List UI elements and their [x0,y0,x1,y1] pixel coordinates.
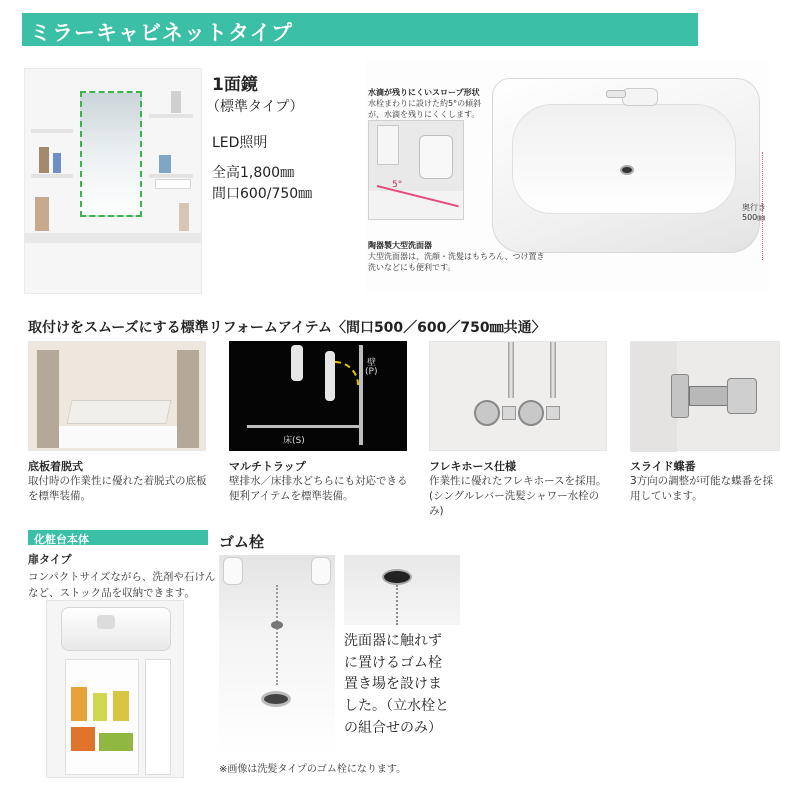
counter [25,233,201,243]
multi-trap-photo [229,341,407,451]
slide-hinge-photo [630,341,780,451]
outlet [155,179,191,189]
item-title-multi-trap: マルチトラップ [229,460,306,473]
mirror-type-sub: （標準タイプ） [206,99,304,115]
large-basin-desc-2: 洗いなどにも便利です。 [368,263,456,272]
shelf-left-2 [31,174,73,178]
detergent-bottle [113,691,129,721]
slope-desc-2: が、水滴を残りにくくします。 [368,110,480,119]
large-basin-desc-1: 大型洗面器は、洗顔・洗髪はもちろん、つけ置き [368,252,545,261]
cabinet-floor [59,426,177,448]
trap-pipe-icon [325,351,335,401]
trap-pipe-icon [291,345,303,381]
faucet-icon [622,88,658,106]
slope-desc-1: 水栓まわりに設けた約5°の傾斜 [368,99,482,108]
wall-label-p: (P) [365,367,378,377]
item-title-bottom-board: 底板着脱式 [28,460,83,473]
page-title: ミラーキャビネットタイプ [30,21,293,45]
width-spec: 間口600/750㎜ [212,186,313,202]
wall-line [359,345,363,445]
detergent-bottle [93,693,107,721]
hinge-cup-icon [727,378,757,414]
bottle [159,155,171,173]
led-label: LED照明 [212,135,268,151]
slope-closeup-photo [368,120,464,220]
item-desc-multi-trap: 壁排水／床排水どちらにも対応できる便利アイテムを標準装備。 [229,475,408,503]
drain-icon [261,691,291,707]
valve-icon [474,400,500,426]
item-desc-bottom-board: 取付時の作業性に優れた着脱式の底板を標準装備。 [28,475,207,503]
stopper-description [344,631,460,739]
cabinet-side [177,350,199,448]
rubber-stopper-icon [382,569,412,585]
vanity-door [145,659,171,775]
depth-value: 500㎜ [742,213,766,222]
hinge-arm-icon [689,386,729,406]
faucet-icon [97,615,115,629]
stopper-chain [276,585,278,685]
stopper-note: ※画像は洗髪タイプのゴム栓になります。 [219,764,407,775]
stopper-basin-photo [219,555,335,755]
bottle [35,197,49,231]
item-desc-flexi-hose: 作業性に優れたフレキホースを採用。(シングルレバー洗髪シャワー水栓のみ) [429,475,607,518]
faucet-icon [419,135,453,179]
vanity-label: 化粧台本体 [34,533,89,546]
stopper-desc-line: に置けるゴム栓 [344,654,442,671]
sponge [99,733,133,751]
item-title-slide-hinge: スライド蝶番 [630,460,696,473]
vanity-desc-2: など、ストック品を収納できます。 [28,587,195,599]
stopper-desc-line: した。（立水栓と [344,698,449,715]
wall-label: 壁 [367,358,377,368]
flexi-hose-photo [429,341,607,451]
stopper-heading: ゴム栓 [219,533,265,551]
bottom-board [66,400,171,424]
shelf-right-2 [149,174,193,178]
hinge-plate-icon [671,374,689,418]
floor-line [247,425,363,428]
depth-label: 奥行き [742,203,766,212]
valve-icon [518,400,544,426]
stopper-chain [396,585,398,625]
slope-title: 水滴が残りにくいスロープ形状 [368,88,480,97]
connector-icon [502,406,516,420]
bottle [171,91,181,113]
item-title-flexi-hose: フレキホース仕様 [429,460,517,473]
inset-mirror [377,125,399,165]
chain-anchor-icon [271,621,283,629]
drain-icon [620,165,634,175]
lever-icon [606,90,626,98]
hose-icon [550,342,556,398]
bottle [53,153,61,173]
vanity-basin [61,607,171,651]
stopper-desc-line: 置き場を設けま [344,676,442,693]
mirror-glass [80,91,142,217]
rotate-arrow-icon [335,361,359,385]
cabinet-side [37,350,59,448]
faucet-icon [311,557,331,585]
stopper-desc-line: の組合せのみ） [344,719,442,736]
large-basin-title: 陶器製大型洗面器 [368,241,432,250]
detergent-box [71,727,95,751]
vanity-desc-1: コンパクトサイズながら、洗剤や石けん [28,571,216,583]
floor-label: 床(S) [283,436,305,446]
shelf-left-1 [31,129,73,133]
basin-bowl [512,104,736,214]
angle-label: 5° [392,180,403,190]
vanity-photo [46,600,184,778]
door-type-title: 扉タイプ [28,553,72,566]
shelf-right-1 [149,114,193,118]
item-desc-slide-hinge: 3方向の調整が可能な蝶番を採用しています。 [630,475,774,503]
connector-icon [546,406,560,420]
detergent-bottle [71,687,87,721]
bottle [179,203,189,231]
mirror-type-title: 1面鏡 [212,75,258,95]
hose-icon [508,342,514,398]
faucet-icon [223,557,243,585]
bottom-board-photo [28,341,206,451]
stopper-desc-line: 洗面器に触れず [344,633,442,649]
stopper-holder-photo [344,555,460,625]
bottle [39,147,49,173]
height-spec: 全高1,800㎜ [212,165,295,181]
reform-heading: 取付けをスムーズにする標準リフォームアイテム〈間口500／600／750㎜共通〉 [28,320,546,336]
